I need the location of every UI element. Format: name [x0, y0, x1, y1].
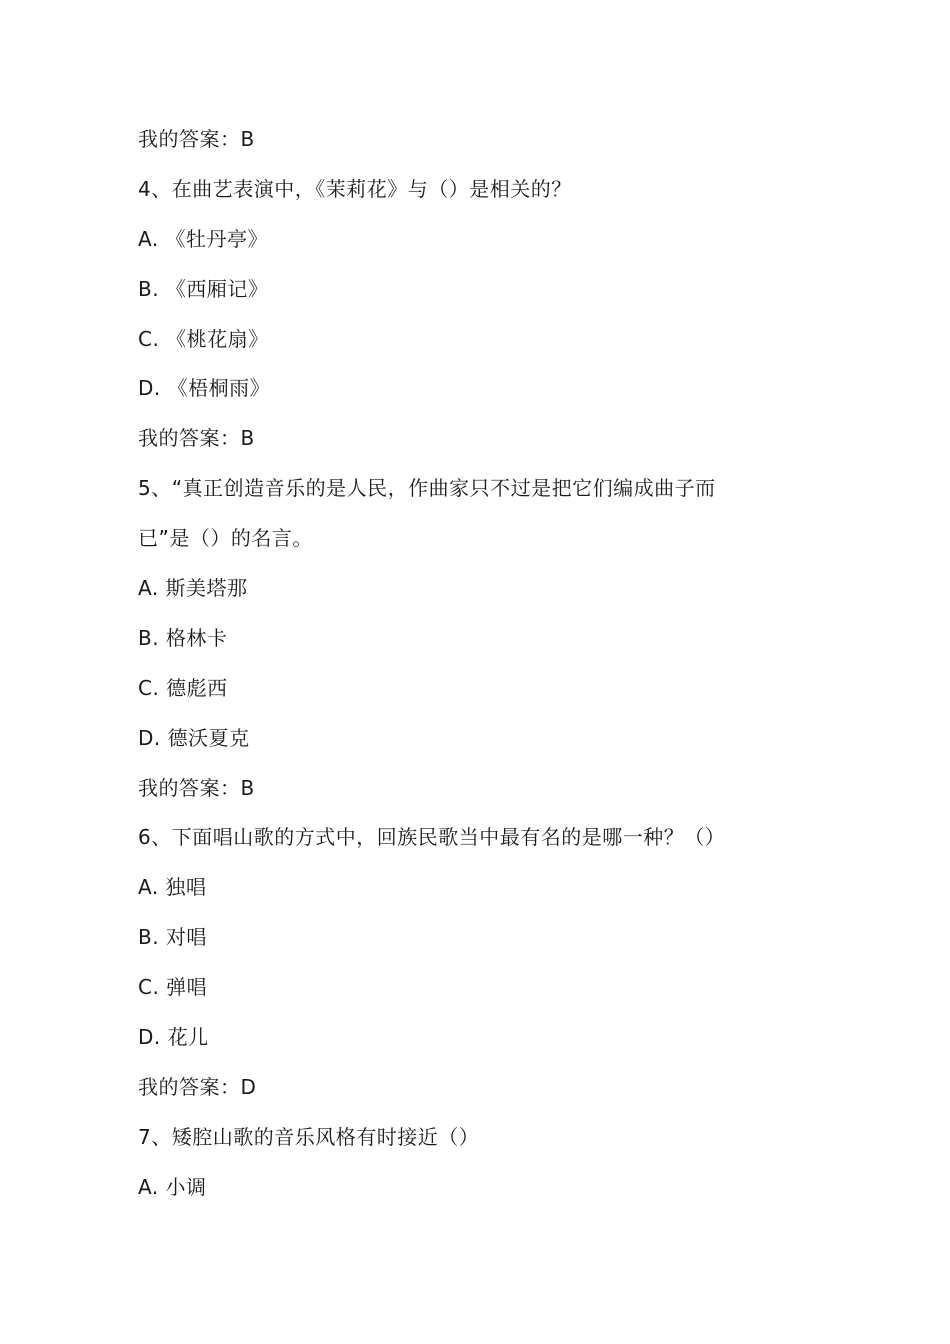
option-a: A. 独唱 [138, 875, 207, 900]
question-4: 4、在曲艺表演中，《茉莉花》与（）是相关的？ [138, 176, 572, 201]
answer-line: 我的答案：B [138, 127, 255, 151]
option-a: A. 斯美塔那 [138, 576, 248, 601]
question-5-continued: 已”是（）的名言。 [138, 526, 313, 551]
document-page [138, 115, 818, 1213]
answer-line: 我的答案：D [138, 1074, 257, 1099]
option-d: D. 德沃夏克 [138, 725, 250, 750]
option-c: C. 德彪西 [138, 675, 228, 700]
option-d: D. 花儿 [138, 1025, 209, 1050]
answer-line: 我的答案：B [138, 426, 255, 451]
option-b: B. 《西厢记》 [138, 276, 269, 301]
option-a: A. 小调 [138, 1174, 207, 1199]
option-c: C. 弹唱 [138, 975, 208, 1000]
option-c: C. 《桃花扇》 [138, 326, 269, 351]
question-6: 6、下面唱山歌的方式中，回族民歌当中最有名的是哪一种？（） [138, 825, 726, 850]
option-b: B. 格林卡 [138, 625, 228, 650]
option-a: A. 《牡丹亭》 [138, 226, 269, 251]
question-7: 7、矮腔山歌的音乐风格有时接近（） [138, 1124, 480, 1149]
question-5: 5、“真正创造音乐的是人民，作曲家只不过是把它们编成曲子而 [138, 476, 716, 501]
answer-line: 我的答案：B [138, 775, 255, 800]
option-d: D. 《梧桐雨》 [138, 376, 271, 401]
option-b: B. 对唱 [138, 925, 207, 950]
